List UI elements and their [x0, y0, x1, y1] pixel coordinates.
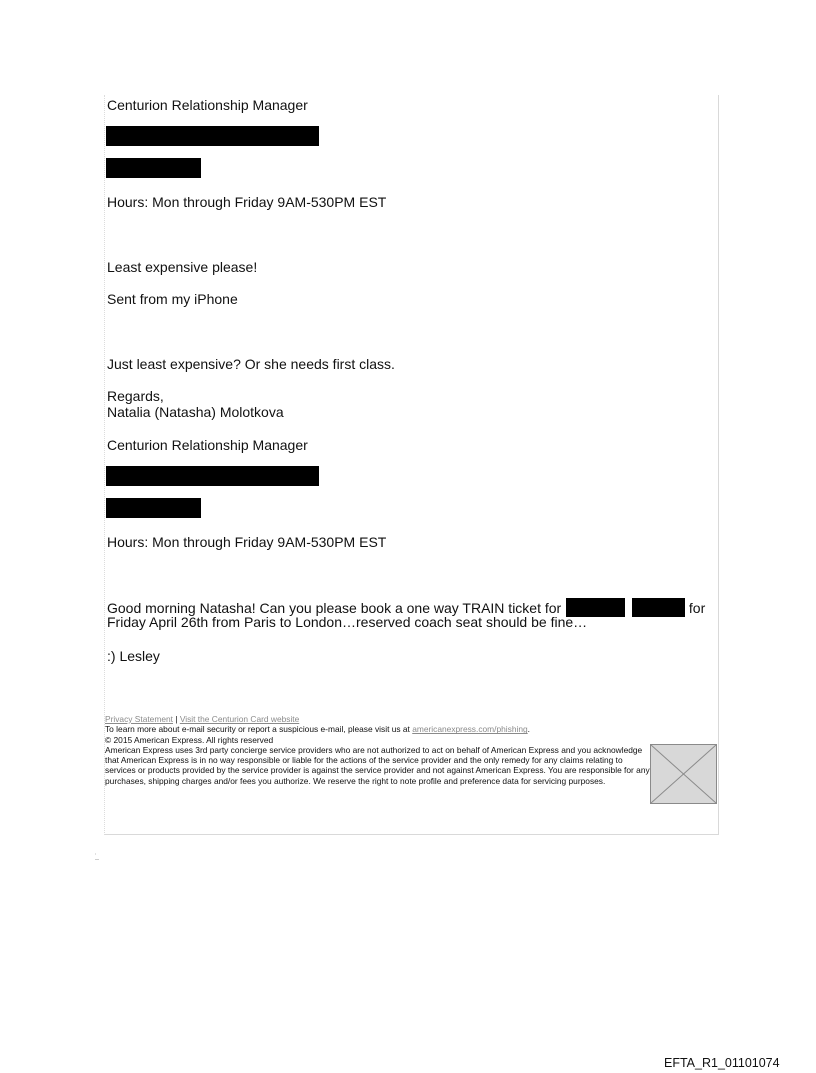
original-line2: Friday April 26th from Paris to London…reserved coach seat should be fine…: [107, 614, 588, 630]
reply1-sent-from: Sent from my iPhone: [107, 291, 238, 307]
reply1-body: Least expensive please!: [107, 259, 258, 275]
sig1-title: Centurion Relationship Manager: [107, 97, 308, 113]
original-line1-text: Good morning Natasha! Can you please book a one way TRAIN ticket for: [107, 600, 562, 616]
centurion-website-link[interactable]: Visit the Centurion Card website: [179, 714, 300, 724]
scan-artifact: : —: [95, 851, 99, 861]
sig1-hours: Hours: Mon through Friday 9AM-530PM EST: [107, 194, 387, 210]
redaction-bar: [106, 498, 201, 518]
reply2-title: Centurion Relationship Manager: [107, 437, 308, 453]
reply2-name: Natalia (Natasha) Molotkova: [107, 404, 284, 420]
broken-image-placeholder: [650, 744, 717, 804]
image-placeholder-icon: [651, 745, 716, 803]
footer-separator: |: [175, 714, 178, 724]
privacy-statement-link[interactable]: Privacy Statement: [105, 714, 173, 724]
phishing-link[interactable]: americanexpress.com/phishing: [412, 724, 528, 735]
redaction-bar: [106, 466, 319, 486]
reply2-regards: Regards,: [107, 388, 164, 404]
original-line1-end: for: [688, 600, 706, 616]
footer-copyright: © 2015 American Express. All rights reserved: [105, 734, 274, 745]
document-id: EFTA_R1_01101074: [664, 1056, 780, 1070]
redaction-bar: [106, 126, 319, 146]
email-footer: [105, 714, 650, 786]
footer-security-row: [105, 724, 650, 734]
redaction-bar: [106, 158, 201, 178]
footer-security-text: To learn more about e-mail security or report a suspicious e-mail, please visit us at: [105, 724, 410, 735]
footer-disclaimer: American Express uses 3rd party concierge service providers who are not authorized to act on behalf of American Express and you acknowledge that American Express is in no way responsible or liable for the actions of the service provider and the only remedy for any claims relating to services or products provided by the service provider is against the service provider and not against American Express. You are responsible for any purchases, shipping charges and/or fees you authorize. We reserve the right to note profile and preference data for servicing purposes.: [105, 744, 650, 786]
reply2-body: Just least expensive? Or she needs first class.: [107, 356, 395, 372]
original-signoff: :) Lesley: [107, 648, 160, 664]
reply2-hours: Hours: Mon through Friday 9AM-530PM EST: [107, 534, 387, 550]
redaction-bar: [632, 598, 685, 617]
footer-links-row: [105, 714, 650, 724]
footer-period: .: [527, 724, 530, 735]
